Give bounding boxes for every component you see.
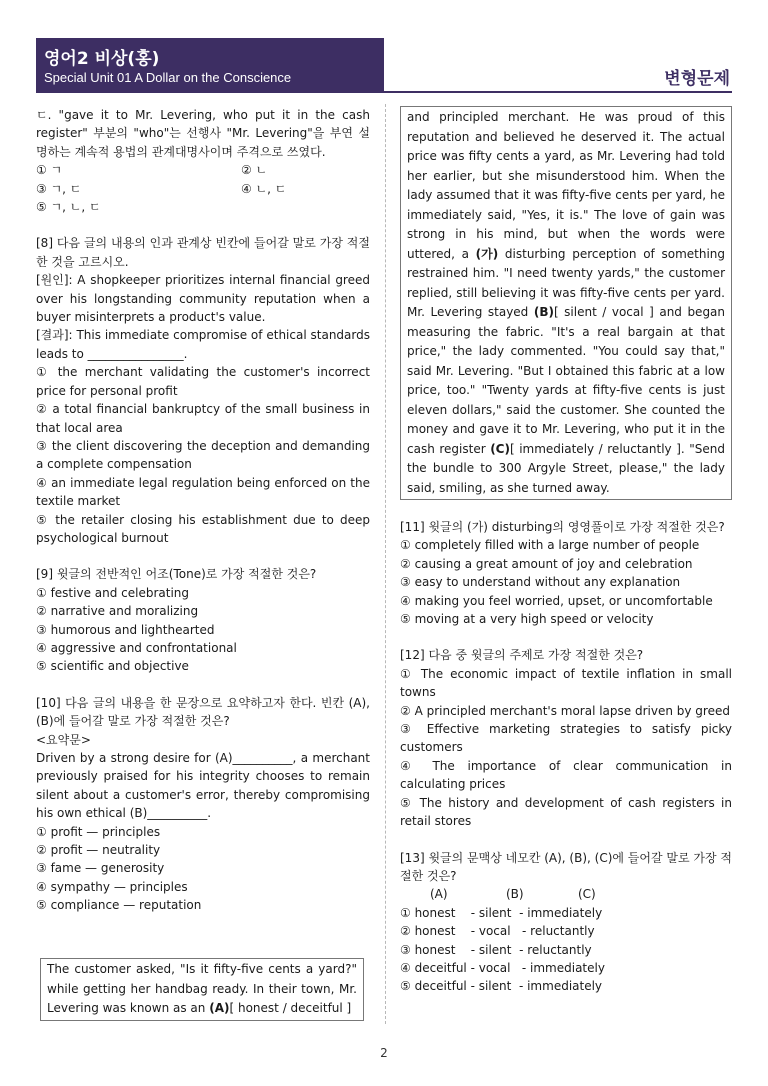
- q13-option-4: ④ deceitful - vocal - immediately: [400, 960, 605, 975]
- q11-option-4: ④ making you feel worried, upset, or uncomfortable: [400, 593, 713, 608]
- q13-header-c: (C): [578, 887, 596, 902]
- passage-right-p1: and principled merchant. He was proud of this reputation and believed he deserved it. The actual price was fifty cents a yard, as Mr. Levering had told her earlier, but she misunderstood him. When the lady assumed that it was fifty-five cents per yard, he immediately said, "Yes, it is." The love of gain was strong in his mind, but when the words were uttered, a: [407, 110, 725, 261]
- q9-option-2: ② narrative and moralizing: [36, 604, 199, 619]
- passage-box-right: [400, 106, 732, 500]
- q10-option-4: ④ sympathy — principles: [36, 879, 188, 894]
- header-title-box: [36, 38, 384, 92]
- q13-stem: [13] 윗글의 문맥상 네모칸 (A), (B), (C)에 들어갈 말로 가장 적절한 것은?: [400, 850, 732, 883]
- header-rule: [36, 91, 732, 93]
- q13-option-2: ② honest - vocal - reluctantly: [400, 924, 595, 939]
- passage-marker-b: (B): [533, 305, 554, 319]
- q13-option-5: ⑤ deceitful - silent - immediately: [400, 979, 603, 994]
- q10-option-2: ② profit — neutrality: [36, 843, 161, 858]
- passage-marker-c: (C): [490, 441, 510, 456]
- q7-options: [36, 161, 370, 216]
- q10-option-1: ① profit — principles: [36, 824, 161, 839]
- passage-right-p2: disturbing perception of something restrained him. "I need twenty yards," the customer replied, still believing it was fifty-five cents per yard. Mr. Levering stayed: [407, 246, 726, 319]
- q8-cause: [원인]: A shopkeeper prioritizes internal financial greed over his longstanding community reputation when a buyer misinterprets a product's value.: [36, 273, 370, 325]
- passage-left-text: The customer asked, "Is it fifty-five cents a yard?" while getting her handbag ready. In their town, Mr. Levering was known as an: [47, 962, 357, 1015]
- q12-option-2: ② A principled merchant's moral lapse driven by greed: [400, 703, 730, 718]
- q8-option-5: ⑤ the retailer closing his establishment due to deep psychological burnout: [36, 512, 370, 545]
- q12-option-5: ⑤ The history and development of cash registers in retail stores: [400, 795, 732, 829]
- q10-summary: Driven by a strong desire for (A)__________, a merchant previously praised for his integrity chooses to remain silent about a customer's error, thereby compromising his own ethical (B)__________.: [36, 751, 370, 821]
- q8-stem: [8] 다음 글의 내용의 인과 관계상 빈칸에 들어갈 말로 가장 적절한 것을 고르시오.: [36, 236, 370, 269]
- right-column: [400, 106, 732, 996]
- q11-option-1: ① completely filled with a large number of people: [400, 538, 700, 553]
- q9-option-1: ① festive and celebrating: [36, 585, 190, 600]
- q8-option-1: ① the merchant validating the customer's incorrect price for personal profit: [36, 365, 370, 398]
- q13-option-1: ① honest - silent - immediately: [400, 905, 603, 920]
- header-title: 영어2 비상(홍): [44, 49, 160, 69]
- q13-headers: [400, 885, 732, 903]
- q13-option-3: ③ honest - silent - reluctantly: [400, 942, 592, 957]
- q8-option-2: ② a total financial bankruptcy of the small business in that local area: [36, 402, 370, 435]
- q9-option-4: ④ aggressive and confrontational: [36, 640, 237, 655]
- q7-option-3: ③ ㄱ, ㄷ: [36, 181, 82, 196]
- q9-stem: [9] 윗글의 전반적인 어조(Tone)로 가장 적절한 것은?: [36, 567, 317, 582]
- q11-stem: [11] 윗글의 (가) disturbing의 영영풀이로 가장 적절한 것은?: [400, 520, 725, 534]
- passage-marker-a: (A): [209, 1001, 230, 1015]
- passage-choice-a: [ honest / deceitful ]: [229, 1001, 352, 1015]
- left-column: [36, 106, 370, 915]
- passage-box-left: [40, 958, 364, 1021]
- q10-stem: [10] 다음 글의 내용을 한 문장으로 요약하고자 한다. 빈칸 (A), (B)에 들어갈 말로 가장 적절한 것은?: [36, 695, 370, 729]
- q8-option-3: ③ the client discovering the deception and demanding a complete compensation: [36, 438, 370, 472]
- passage-right-p4: . "Send the bundle to 300 Argyle Street, please," the lady said, smiling, as she turned away.: [407, 441, 725, 495]
- q7-tail-text: ㄷ. "gave it to Mr. Levering, who put it in the cash register" 부분의 "who"는 선행사 "Mr. Levering"을 부연 설명하는 계속적 용법의 관계대명사이며 주격으로 쓰였다.: [36, 108, 370, 159]
- q7-option-2: ② ㄴ: [241, 163, 268, 178]
- q11-option-2: ② causing a great amount of joy and celebration: [400, 556, 693, 571]
- passage-choice-c: [ immediately / reluctantly ]: [509, 441, 681, 456]
- q13-header-a: (A): [430, 887, 448, 902]
- page-number: 2: [380, 1046, 388, 1060]
- column-divider: [385, 104, 386, 1024]
- q12-stem: [12] 다음 중 윗글의 주제로 가장 적절한 것은?: [400, 648, 644, 663]
- q12-option-3: ③ Effective marketing strategies to satisfy picky customers: [400, 722, 732, 755]
- q9-option-5: ⑤ scientific and objective: [36, 659, 189, 674]
- q7-option-4: ④ ㄴ, ㄷ: [241, 181, 287, 196]
- q12-option-1: ① The economic impact of textile inflation in small towns: [400, 666, 732, 700]
- q11-option-5: ⑤ moving at a very high speed or velocity: [400, 612, 654, 627]
- q7-option-1: ① ㄱ: [36, 163, 63, 178]
- passage-choice-b: [ silent / vocal ]: [553, 305, 654, 319]
- q8-option-4: ④ an immediate legal regulation being enforced on the textile market: [36, 475, 370, 509]
- q7-option-5: ⑤ ㄱ, ㄴ, ㄷ: [36, 200, 101, 215]
- q13-header-b: (B): [506, 887, 524, 902]
- q11-option-3: ③ easy to understand without any explanation: [400, 575, 681, 590]
- q10-option-5: ⑤ compliance — reputation: [36, 898, 202, 913]
- passage-right-p3: and began measuring the fabric. "It's a real bargain at that price," the lady commented. "You could say that," said Mr. Levering. "But I obtained this fabric at a low price, too." "Twenty yards at fifty-five cents is just eleven dollars," said the customer. She counted the money and gave it to Mr. Levering, who put it in the cash register: [407, 305, 726, 456]
- header-subtitle: Special Unit 01 A Dollar on the Conscience: [44, 70, 292, 85]
- q12-option-4: ④ The importance of clear communication in calculating prices: [400, 758, 732, 792]
- q10-option-3: ③ fame — generosity: [36, 861, 165, 876]
- passage-marker-ga: (가): [475, 246, 499, 261]
- header-right-label: 변형문제: [664, 69, 730, 89]
- q9-option-3: ③ humorous and lighthearted: [36, 622, 215, 637]
- q10-summary-label: <요약문>: [36, 732, 91, 747]
- q8-effect: [결과]: This immediate compromise of ethical standards leads to ________________.: [36, 328, 370, 361]
